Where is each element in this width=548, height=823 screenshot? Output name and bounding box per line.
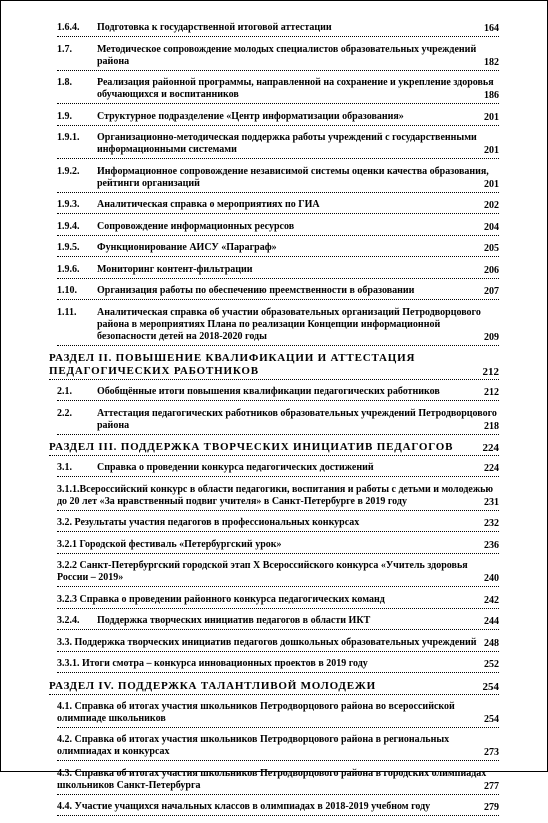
toc-page-number: 277 xyxy=(484,780,499,792)
toc-entry-number: 2.1. xyxy=(57,386,72,397)
toc-entry-number: 1.8. xyxy=(57,77,72,88)
toc-entry-number: 1.6.4. xyxy=(57,22,80,33)
toc-entry-number: 3.2.4. xyxy=(57,615,80,626)
toc-section-heading[interactable] xyxy=(49,680,499,695)
toc-entry[interactable] xyxy=(57,462,499,477)
toc-entry-number: 1.7. xyxy=(57,43,72,55)
toc-entry-title: Подготовка к государственной итоговой аттестации xyxy=(97,22,332,33)
toc-entry-title: 3.3.1. Итоги смотра – конкурса инновационных проектов в 2019 году xyxy=(57,658,368,669)
toc-section-title: РАЗДЕЛ II. ПОВЫШЕНИЕ КВАЛИФИКАЦИИ И АТТЕСТАЦИЯ ПЕДАГОГИЧЕСКИХ РАБОТНИКОВ xyxy=(49,352,416,377)
toc-page-number: 207 xyxy=(484,286,499,297)
toc-page-number: 252 xyxy=(484,659,499,670)
toc-entry-title: 4.2. Справка об итогах участия школьников Петродворцового района в региональных олимпиадах и конкурсах xyxy=(57,734,450,757)
toc-entry-title: Функционирование АИСУ «Параграф» xyxy=(97,242,277,253)
toc-entry[interactable] xyxy=(57,77,499,104)
toc-entry-number: 1.9. xyxy=(57,110,72,122)
toc-entry-title: 4.3. Справка об итогах участия школьников Петродворцового района в городских олимпиадах школьников Санкт-Петербурга xyxy=(57,767,487,791)
toc-page-number: 240 xyxy=(484,573,499,584)
toc-page-number: 279 xyxy=(484,802,499,813)
toc-entry-title: Методическое сопровождение молодых специалистов образовательных учреждений района xyxy=(97,43,477,67)
toc-entry-number: 1.9.4. xyxy=(57,220,80,232)
toc-entry-number: 3.1. xyxy=(57,462,72,473)
toc-entry-title: Аналитическая справка об участии образовательных организаций Петродворцового района в мероприятиях Плана по реализации Концепции информационной безопасности детей на 2018-2020 годы xyxy=(97,306,481,342)
toc-entry-number: 1.9.6. xyxy=(57,263,80,275)
toc-page-number: 254 xyxy=(484,713,499,725)
toc-entry-title: Аттестация педагогических работников образовательных учреждений Петродворцового района xyxy=(97,407,497,431)
toc-entry-title: Обобщённые итоги повышения квалификации педагогических работников xyxy=(97,386,440,397)
toc-entry[interactable] xyxy=(57,408,499,435)
toc-page-number: 242 xyxy=(484,594,499,606)
toc-page-number: 201 xyxy=(484,178,499,190)
toc-entry-title: 3.1.1.Всероссийский конкурс в области педагогики, воспитания и работы с детьми и молодежью до 20 лет «За нравственный подвиг учителя» в Санкт-Петербурге в 2019 году xyxy=(57,483,494,507)
toc-entry[interactable] xyxy=(57,734,499,761)
toc-section-heading[interactable] xyxy=(49,441,499,456)
toc-entry-title: Информационное сопровождение независимой системы оценки качества образования, рейтинги организаций xyxy=(97,165,489,189)
toc-page-number: 204 xyxy=(484,221,499,233)
toc-page-number: 182 xyxy=(484,56,499,68)
toc-page-number: 248 xyxy=(484,637,499,649)
toc-entry-number: 1.9.1. xyxy=(57,132,80,143)
toc-entry[interactable] xyxy=(57,801,499,816)
toc-page-number: 209 xyxy=(484,331,499,343)
toc-entry[interactable] xyxy=(57,221,499,236)
toc-entry[interactable] xyxy=(57,768,499,795)
toc-entry-title: Справка о проведении конкурса педагогических достижений xyxy=(97,462,374,473)
toc-page-number: 164 xyxy=(484,23,499,34)
toc-page-number: 218 xyxy=(484,420,499,432)
table-of-contents xyxy=(49,22,499,823)
toc-entry[interactable] xyxy=(57,539,499,554)
toc-page-number: 212 xyxy=(484,387,499,398)
toc-entry[interactable] xyxy=(57,264,499,279)
toc-entry[interactable] xyxy=(57,386,499,401)
toc-entry[interactable] xyxy=(57,307,499,346)
toc-entry-title: Аналитическая справка о мероприятиях по ГИА xyxy=(97,199,320,210)
toc-entry[interactable] xyxy=(57,637,499,652)
toc-entry[interactable] xyxy=(57,701,499,728)
toc-entry-title: 3.3. Поддержка творческих инициатив педагогов дошкольных образовательных учреждений xyxy=(57,636,477,648)
toc-section-title: РАЗДЕЛ III. ПОДДЕРЖКА ТВОРЧЕСКИХ ИНИЦИАТИВ ПЕДАГОГОВ xyxy=(49,441,454,453)
toc-entry-number: 2.2. xyxy=(57,407,72,419)
toc-entry-number: 1.10. xyxy=(57,285,77,296)
toc-entry[interactable] xyxy=(57,166,499,193)
toc-entry[interactable] xyxy=(57,285,499,300)
toc-entry[interactable] xyxy=(57,22,499,37)
toc-page-number: 206 xyxy=(484,264,499,276)
toc-entry[interactable] xyxy=(57,132,499,159)
toc-entry-title: Организационно-методическая поддержка работы учреждений с государственными информационными системами xyxy=(97,132,477,155)
toc-entry-title: 3.2.2 Санкт-Петербургский городской этап X Всероссийского конкурса «Учитель здоровья России – 2019» xyxy=(57,560,468,583)
toc-entry[interactable] xyxy=(57,658,499,673)
toc-page-number: 224 xyxy=(484,463,499,474)
toc-page-number: 236 xyxy=(484,539,499,551)
toc-page-number: 212 xyxy=(482,366,499,378)
toc-section-heading[interactable] xyxy=(49,352,499,380)
toc-section-title: РАЗДЕЛ IV. ПОДДЕРЖКА ТАЛАНТЛИВОЙ МОЛОДЕЖИ xyxy=(49,679,376,692)
toc-entry-number: 1.9.3. xyxy=(57,199,80,210)
toc-page-number: 224 xyxy=(482,442,499,454)
toc-entry[interactable] xyxy=(57,517,499,532)
toc-entry-title: 3.2. Результаты участия педагогов в профессиональных конкурсах xyxy=(57,517,360,528)
toc-entry-title: 3.2.1 Городской фестиваль «Петербургский урок» xyxy=(57,538,282,550)
toc-page-number: 273 xyxy=(484,747,499,758)
toc-entry[interactable] xyxy=(57,615,499,630)
toc-page-number: 244 xyxy=(484,616,499,627)
toc-entry-title: 4.4. Участие учащихся начальных классов в олимпиадах в 2018-2019 учебном году xyxy=(57,801,431,812)
toc-entry-title: Структурное подразделение «Центр информатизации образования» xyxy=(97,110,404,122)
toc-entry-title: Поддержка творческих инициатив педагогов в области ИКТ xyxy=(97,615,371,626)
toc-entry[interactable] xyxy=(57,484,499,511)
toc-page-number: 254 xyxy=(482,680,499,693)
toc-entry-number: 1.9.2. xyxy=(57,165,80,177)
toc-entry[interactable] xyxy=(57,594,499,609)
toc-entry-number: 1.9.5. xyxy=(57,242,80,253)
toc-entry-number: 1.11. xyxy=(57,306,77,318)
toc-page-number: 231 xyxy=(484,496,499,508)
toc-page-number: 201 xyxy=(484,111,499,123)
toc-entry[interactable] xyxy=(57,111,499,126)
toc-page-number: 201 xyxy=(484,145,499,156)
toc-entry-title: 3.2.3 Справка о проведении районного конкурса педагогических команд xyxy=(57,593,385,605)
toc-page-number: 232 xyxy=(484,518,499,529)
toc-entry-title: Организация работы по обеспечению преемственности в образовании xyxy=(97,285,415,296)
toc-entry-title: 4.1. Справка об итогах участия школьников Петродворцового района во всероссийской олимпиаде школьников xyxy=(57,700,455,724)
toc-page-number: 202 xyxy=(484,200,499,211)
toc-entry[interactable] xyxy=(57,560,499,587)
toc-entry-title: Сопровождение информационных ресурсов xyxy=(97,220,295,232)
toc-page-number: 205 xyxy=(484,243,499,254)
toc-entry-title: Мониторинг контент-фильтрации xyxy=(97,263,253,275)
toc-page-number: 186 xyxy=(484,90,499,101)
toc-entry[interactable] xyxy=(57,242,499,257)
toc-entry-title: Реализация районной программы, направленной на сохранение и укрепление здоровья обучающихся и воспитанников xyxy=(97,77,494,100)
toc-entry[interactable] xyxy=(57,199,499,214)
toc-entry[interactable] xyxy=(57,44,499,71)
